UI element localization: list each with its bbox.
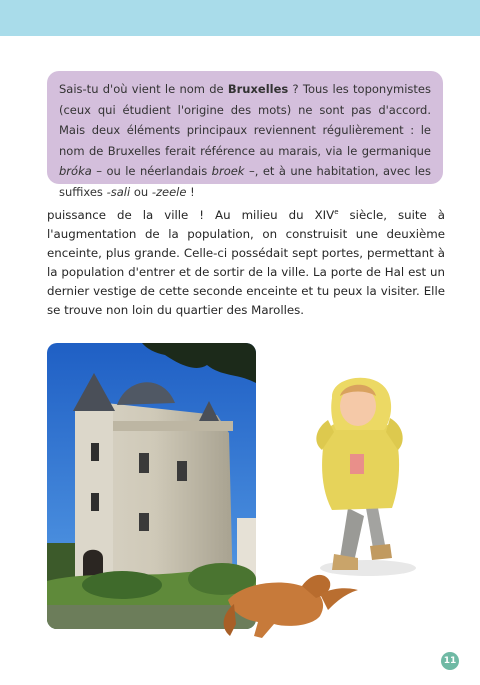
info-italic-sali: -sali (106, 184, 131, 199)
top-color-band (0, 0, 480, 36)
body-paragraph (47, 206, 445, 320)
body-text-1: puissance de la ville ! Au milieu du XIV (47, 208, 335, 222)
info-text-4: –, et à une habitation, avec les suffixes (59, 164, 431, 199)
info-italic-zeele: -zeele (151, 184, 187, 199)
info-text-1: Sais-tu d'où vient le nom de (59, 82, 228, 96)
info-text-2: ? Tous les toponymistes (ceux qui étudient l'origine des mots) ne sont pas d'accord. Mais deux éléments principaux reviennent régulièrement : le nom de Bruxelles ferait référence au marais, via le germanique (59, 82, 431, 158)
body-text-2: siècle, suite à l'augmentation de la population, on construisit une deuxième enceinte, plus grande. Celle-ci possédait sept portes, permettant à la population d'entrer et de sortir de la ville. La porte de Hal est un dernier vestige de cette seconde enceinte et tu peux la visiter. Elle se trouve non loin du quartier des Marolles. (47, 208, 445, 317)
info-text-6: ! (186, 184, 195, 199)
info-bold-bruxelles: Bruxelles (227, 82, 289, 96)
info-italic-broek: broek (211, 164, 245, 178)
info-text-3: – ou le néerlandais (91, 164, 212, 178)
page-number-badge: 11 (441, 652, 459, 670)
info-italic-broka: bróka (59, 164, 92, 178)
info-callout-box (47, 71, 443, 199)
child-and-dog-illustration (208, 358, 434, 648)
info-text-5: ou (130, 184, 152, 199)
body-superscript: e (334, 208, 339, 217)
